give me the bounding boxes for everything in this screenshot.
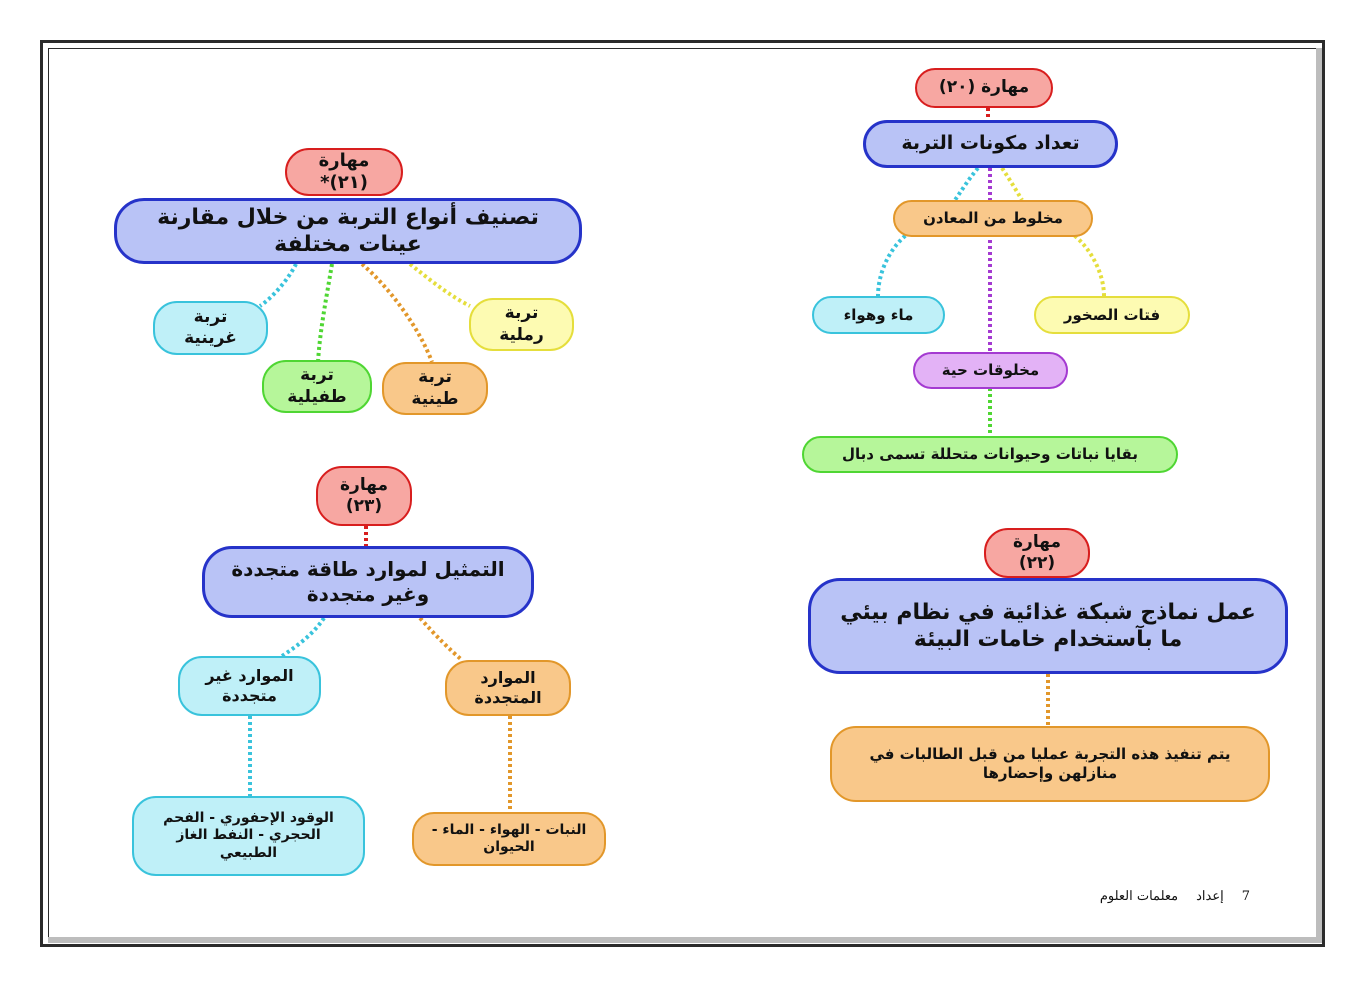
skill20-badge: مهارة (٢٠) (915, 68, 1053, 108)
skill22-title: عمل نماذج شبكة غذائية في نظام بيئي ما بآستخدام خامات البيئة (808, 578, 1288, 674)
minerals-mix-node: مخلوط من المعادن (893, 200, 1093, 237)
connector-title20-mix-yellow (1002, 168, 1022, 200)
skill21-title: تصنيف أنواع التربة من خلال مقارنة عينات مختلفة (114, 198, 582, 264)
footer-author: معلمات العلوم (1099, 888, 1179, 904)
connector-title23-nonrenewable (282, 618, 324, 656)
skill22-note: يتم تنفيذ هذه التجربة عمليا من قبل الطالبات في منازلهن وإحضارها (830, 726, 1270, 802)
footer-prepared-label: إعداد (1196, 888, 1224, 904)
connector-mix-rock (1070, 232, 1104, 296)
connector-mix-water (878, 232, 910, 296)
skill21-badge: مهارة (٢١)* (285, 148, 403, 196)
connector-title21-clay (362, 264, 432, 362)
living-organisms-node: مخلوقات حية (913, 352, 1068, 389)
skill20-title: تعداد مكونات التربة (863, 120, 1118, 168)
connector-title21-loam (318, 264, 332, 362)
skill23-badge: مهارة (٢٣) (316, 466, 412, 526)
connector-title20-mix-cyan (955, 168, 978, 200)
water-air-node: ماء وهواء (812, 296, 945, 334)
humus-node: بقايا نباتات وحيوانات متحللة تسمى دبال (802, 436, 1178, 473)
clay-soil-node: تربة طينية (382, 362, 488, 415)
page-number: 7 (1241, 888, 1250, 904)
connector-title21-sandy (410, 264, 470, 306)
skill23-title: التمثيل لموارد طاقة متجددة وغير متجددة (202, 546, 534, 618)
renewable-node: الموارد المتجددة (445, 660, 571, 716)
loam-soil-node: تربة طفيلية (262, 360, 372, 413)
connector-title21-silty (260, 264, 296, 306)
silty-soil-node: تربة غرينية (153, 301, 268, 355)
nonrenewable-node: الموارد غير متجددة (178, 656, 321, 716)
nonrenewable-items-node: الوقود الإحفوري - الفحم الحجري - النفط الغاز الطبيعي (132, 796, 365, 876)
skill22-badge: مهارة (٢٢) (984, 528, 1090, 578)
renewable-items-node: النبات - الهواء - الماء - الحيوان (412, 812, 606, 866)
page-footer (1050, 884, 1250, 908)
sandy-soil-node: تربة رملية (469, 298, 574, 351)
connector-title23-renewable (420, 618, 462, 660)
rock-fragments-node: فتات الصخور (1034, 296, 1190, 334)
